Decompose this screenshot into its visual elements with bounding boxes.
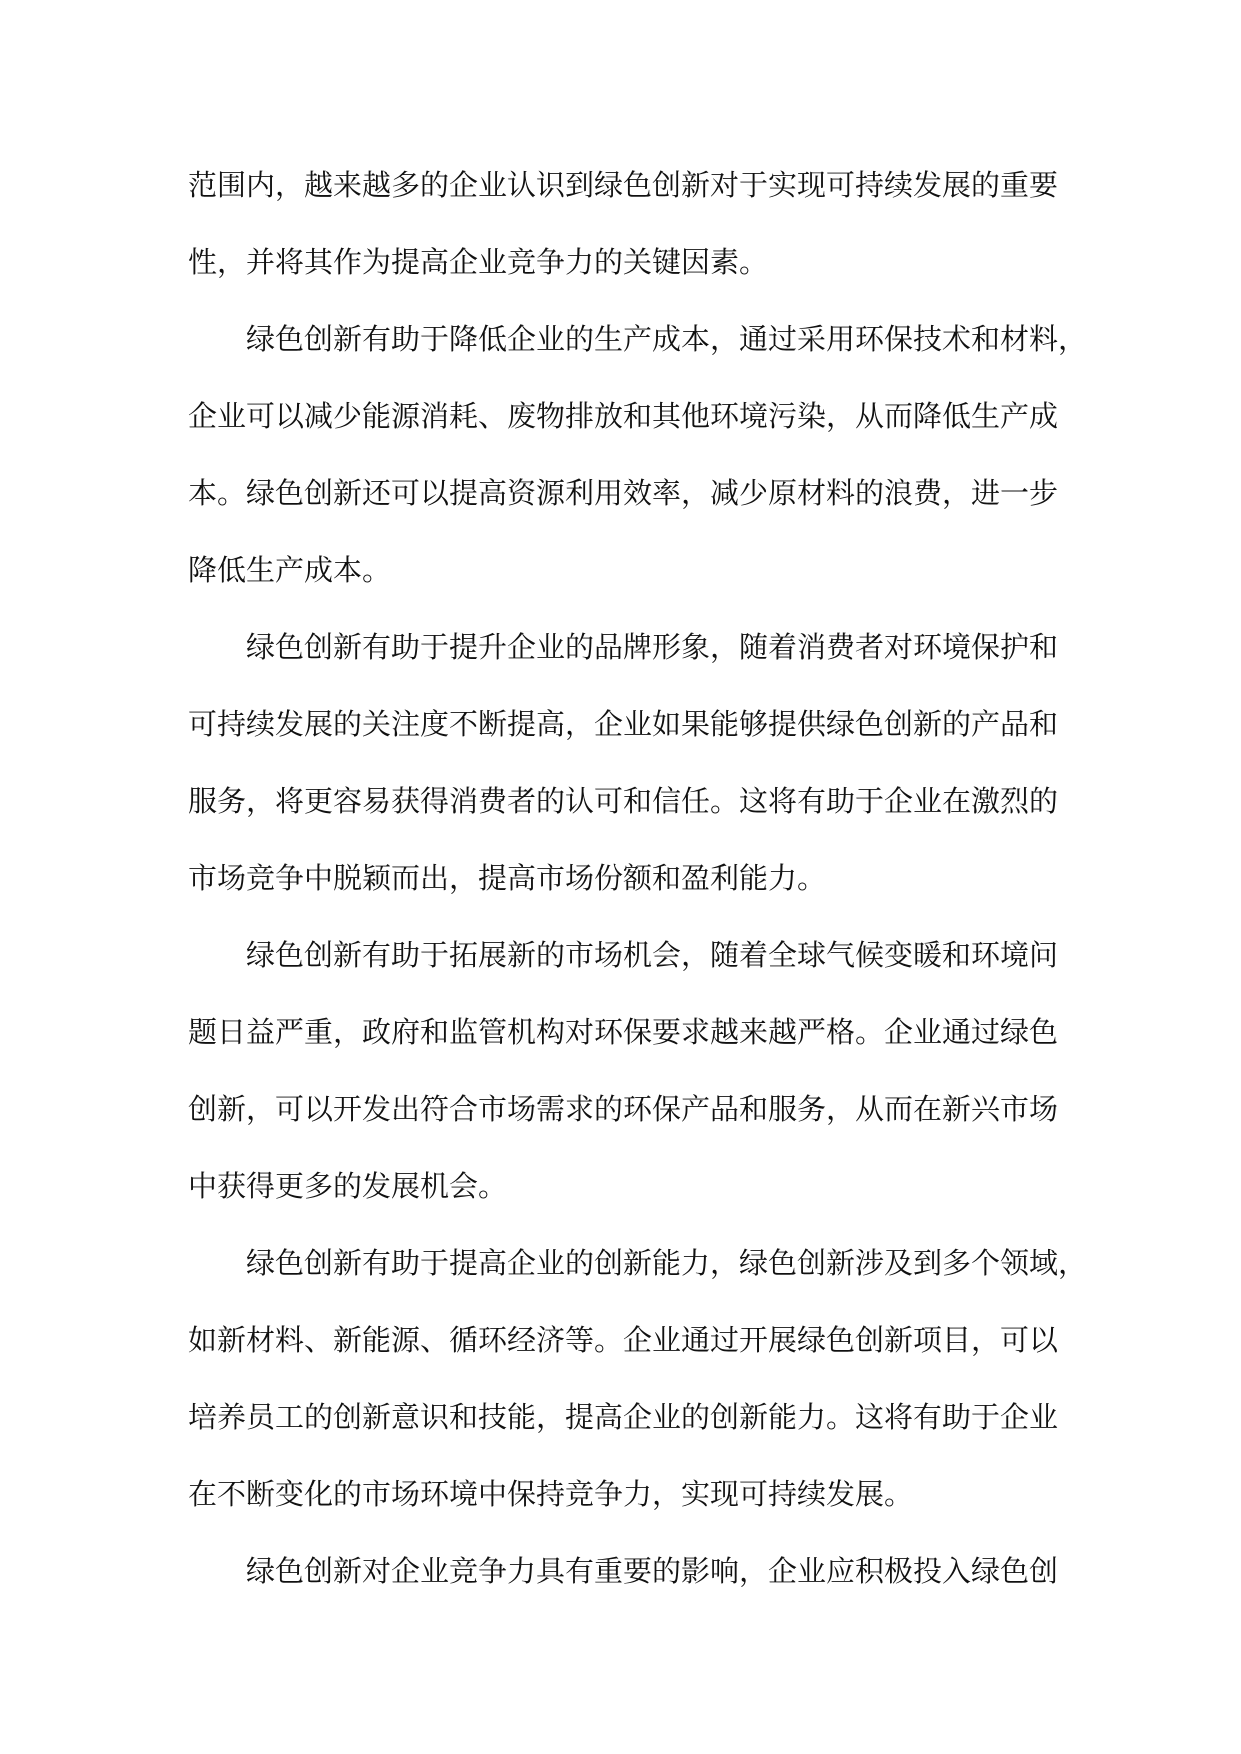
text-line: 在不断变化的市场环境中保持竞争力，实现可持续发展。 — [188, 1477, 914, 1511]
body-text — [188, 147, 1088, 1610]
text-line: 本。绿色创新还可以提高资源利用效率，减少原材料的浪费，进一步 — [188, 476, 1059, 510]
text-line: 培养员工的创新意识和技能，提高企业的创新能力。这将有助于企业 — [188, 1400, 1059, 1434]
text-line: 题日益严重，政府和监管机构对环保要求越来越严格。企业通过绿色 — [188, 1015, 1059, 1049]
text-line: 企业可以减少能源消耗、废物排放和其他环境污染，从而降低生产成 — [188, 399, 1059, 433]
text-line: 中获得更多的发展机会。 — [188, 1169, 508, 1203]
paragraph-first-line: 绿色创新有助于拓展新的市场机会，随着全球气候变暖和环境问 — [246, 938, 1059, 972]
text-line: 服务，将更容易获得消费者的认可和信任。这将有助于企业在激烈的 — [188, 784, 1059, 818]
text-line: 范围内，越来越多的企业认识到绿色创新对于实现可持续发展的重要 — [188, 168, 1059, 202]
text-line: 市场竞争中脱颖而出，提高市场份额和盈利能力。 — [188, 861, 827, 895]
paragraph-first-line: 绿色创新对企业竞争力具有重要的影响，企业应积极投入绿色创 — [246, 1554, 1059, 1588]
paragraph-first-line: 绿色创新有助于降低企业的生产成本，通过采用环保技术和材料， — [246, 322, 1088, 356]
text-line: 创新，可以开发出符合市场需求的环保产品和服务，从而在新兴市场 — [188, 1092, 1059, 1126]
paragraph-first-line: 绿色创新有助于提升企业的品牌形象，随着消费者对环境保护和 — [246, 630, 1059, 664]
text-line: 可持续发展的关注度不断提高，企业如果能够提供绿色创新的产品和 — [188, 707, 1059, 741]
paragraph-first-line: 绿色创新有助于提高企业的创新能力，绿色创新涉及到多个领域， — [246, 1246, 1088, 1280]
text-line: 如新材料、新能源、循环经济等。企业通过开展绿色创新项目，可以 — [188, 1323, 1059, 1357]
text-line: 性，并将其作为提高企业竞争力的关键因素。 — [188, 245, 769, 279]
text-line: 降低生产成本。 — [188, 553, 392, 587]
